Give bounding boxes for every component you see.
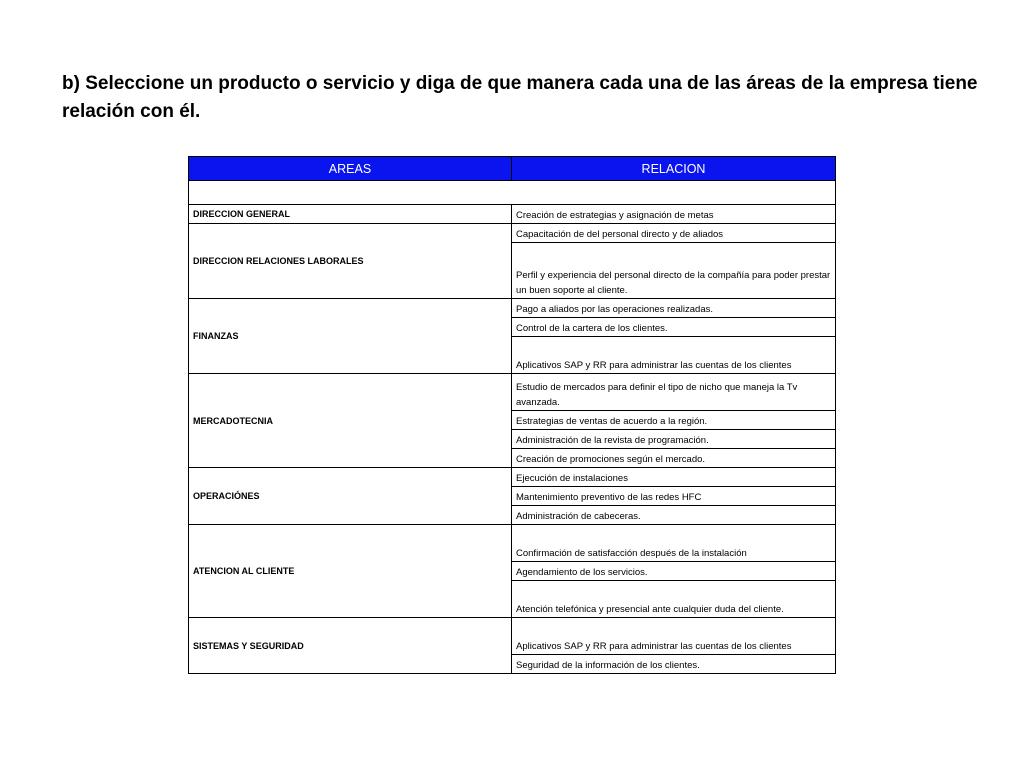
header-relacion: RELACION [512,157,836,181]
page-title: b) Seleccione un producto o servicio y diga de que manera cada una de las áreas de la empresa tiene relación con él. [62,73,978,122]
table-row [189,299,836,318]
area-cell: ATENCION AL CLIENTE [189,525,512,618]
empty-cell [189,181,836,205]
area-cell: DIRECCION GENERAL [189,205,512,224]
relation-cell: Atención telefónica y presencial ante cualquier duda del cliente. [512,581,836,618]
relation-cell: Capacitación de del personal directo y de aliados [512,224,836,243]
relation-cell: Aplicativos SAP y RR para administrar las cuentas de los clientes [512,618,836,655]
relation-cell: Creación de promociones según el mercado. [512,449,836,468]
table-row [189,468,836,487]
relation-cell: Mantenimiento preventivo de las redes HFC [512,487,836,506]
relation-cell: Creación de estrategias y asignación de metas [512,205,836,224]
relation-cell: Control de la cartera de los clientes. [512,318,836,337]
relation-cell: Administración de cabeceras. [512,506,836,525]
relation-cell: Administración de la revista de programación. [512,430,836,449]
relation-cell: Agendamiento de los servicios. [512,562,836,581]
relation-cell: Ejecución de instalaciones [512,468,836,487]
relation-cell: Estudio de mercados para definir el tipo de nicho que maneja la Tv avanzada. [512,374,836,411]
table-row [189,525,836,562]
table-row [189,374,836,411]
relation-cell: Perfil y experiencia del personal directo de la compañía para poder prestar un buen soporte al cliente. [512,243,836,299]
area-cell: FINANZAS [189,299,512,374]
areas-relation-table [188,156,836,674]
area-cell: OPERACIÓNES [189,468,512,525]
table-header-row [189,157,836,181]
table-row [189,205,836,224]
header-areas: AREAS [189,157,512,181]
relation-cell: Confirmación de satisfacción después de la instalación [512,525,836,562]
relation-cell: Seguridad de la información de los clientes. [512,655,836,674]
area-cell: MERCADOTECNIA [189,374,512,468]
table-row [189,618,836,655]
relation-cell: Aplicativos SAP y RR para administrar las cuentas de los clientes [512,337,836,374]
empty-row [189,181,836,205]
area-cell: SISTEMAS Y SEGURIDAD [189,618,512,674]
relation-cell: Pago a aliados por las operaciones realizadas. [512,299,836,318]
table-row [189,224,836,243]
area-cell: DIRECCION RELACIONES LABORALES [189,224,512,299]
relation-cell: Estrategias de ventas de acuerdo a la región. [512,411,836,430]
